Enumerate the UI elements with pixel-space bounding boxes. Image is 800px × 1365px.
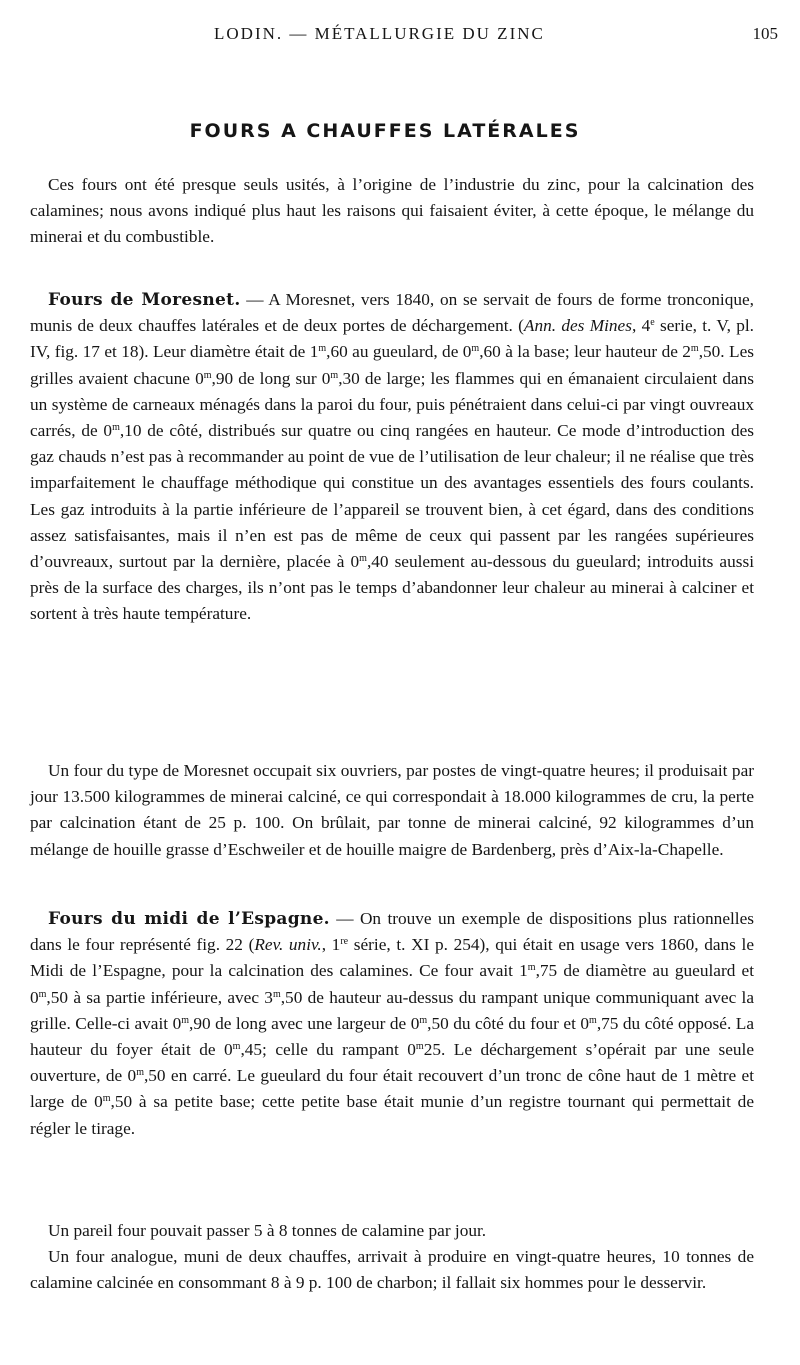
espagne-paragraph-3 [30,1244,754,1296]
unit-superscript: m [415,1041,424,1053]
unit-superscript: m [272,988,281,1000]
text-run: série, t. XI p. 254), qui était en usage vers 1860, dans le Midi de l’Espagne, pour la calcination des calamines. Ce four avait 1 [30,935,755,981]
text-run: ,90 de long sur 0 [211,368,331,388]
citation-journal: Ann. des Mines [523,316,632,336]
unit-superscript: m [690,343,699,355]
unit-superscript: m [318,343,327,355]
unit-superscript: m [471,343,480,355]
text-run: ,50. Les grilles avaient chacune 0 [30,342,754,388]
text-run: ,60 à la base; leur hauteur de 2 [479,342,691,362]
page-number: 105 [752,24,778,43]
text-run: , 4 [631,316,651,336]
text-run: ,50 de hauteur au-dessus du rampant unique communiquant avec la grille. Celle-ci avait 0 [30,987,754,1033]
moresnet-heading: Fours de Moresnet. [48,290,241,310]
unit-superscript: m [102,1093,111,1105]
moresnet-paragraph [30,287,754,628]
unit-superscript: m [330,369,339,381]
text-run: ,90 de long avec une largeur de 0 [189,1013,420,1033]
unit-superscript: m [112,422,120,434]
intro-text: Ces fours ont été presque seuls usités, à l’origine de l’industrie du zinc, pour la calcination des calamines; nous avons indiqué plus haut les raisons qui faisaient éviter, à cette époque, le mélange du minerai et du combustible. [30,175,754,247]
text-run: serie, t. V, pl. IV, fig. 17 et 18). Leur diamètre était de 1 [30,316,754,362]
superscript: e [650,317,655,329]
superscript: re [340,936,349,948]
citation-journal: Rev. univ. [254,935,322,955]
paragraph-text: Un pareil four pouvait passer 5 à 8 tonnes de calamine par jour. [48,1221,487,1240]
paragraph-text: Un four du type de Moresnet occupait six ouvriers, par postes de vingt-quatre heures; il produisait par jour 13.500 kilogrammes de minerai calciné, ce qui correspondait à 18.000 kilogrammes de cru, la perte par calcination étant de 25 p. 100. On brûlait, par tonne de minerai calciné, 92 kilogrammes d’un mélange de houille grasse d’Eschweiler et de houille maigre de Bardenberg, près d’Aix-la-Chapelle. [30,761,754,859]
unit-superscript: m [136,1067,144,1079]
text-run: ,60 au gueulard, de 0 [326,342,472,362]
unit-superscript: m [232,1041,241,1053]
unit-superscript: m [419,1014,428,1026]
text-run: ,50 en carré. Le gueulard du four était recouvert d’un tronc de cône haut de 1 mètre et large de 0 [30,1066,754,1112]
text-run: ,45; celle du rampant 0 [240,1040,416,1060]
espagne-paragraph [30,906,754,1142]
intro-paragraph [30,172,754,251]
unit-superscript: m [359,553,367,565]
text-run: — A Moresnet, vers 1840, on se servait de fours de forme tronconique, munis de deux chauffes latérales et de deux portes de déchargement. ( [30,290,754,336]
text-run: ,50 du côté du four et 0 [427,1013,590,1033]
running-header [0,24,800,50]
unit-superscript: m [203,369,212,381]
running-title: LODIN. — MÉTALLURGIE DU ZINC [214,24,545,43]
text-run: 25. Le déchargement s’opérait par une seule ouverture, de 0 [30,1040,754,1086]
section-title: FOURS A CHAUFFES LATÉRALES [189,120,581,142]
moresnet-paragraph-2 [30,758,754,863]
espagne-paragraph-2 [30,1218,754,1244]
unit-superscript: m [527,962,536,974]
text-run: ,30 de large; les flammes qui en émanaient circulaient dans un système de carneaux ménagés dans la paroi du four, puis pénétraient dans celui-ci par vingt ouvreaux carrés, de 0 [30,368,754,441]
text-run: ,40 seulement au-dessous du gueulard; introduits aussi près de la surface des charges, ils n’ont pas le temps d’abandonner leur chaleur au minerai à calciner et sortent à très haute température. [30,552,754,624]
text-run: ,50 à sa partie inférieure, avec 3 [46,987,273,1007]
text-run: ,75 du côté opposé. La hauteur du foyer était de 0 [30,1013,755,1060]
text-run: , 1 [321,935,341,955]
text-run: — On trouve un exemple de dispositions plus rationnelles dans le four représenté fig. 22 ( [30,909,754,955]
text-run: ,75 de diamètre au gueulard et 0 [30,961,754,1007]
text-run: ,50 à sa petite base; cette petite base était munie d’un registre tournant qui permettait de régler le tirage. [30,1092,754,1138]
espagne-heading: Fours du midi de l’Espagne. [48,909,330,929]
unit-superscript: m [589,1014,597,1026]
paragraph-text: Un four analogue, muni de deux chauffes, arrivait à produire en vingt-quatre heures, 10 tonnes de calamine calcinée en consommant 8 à 9 p. 100 de charbon; il fallait six hommes pour le desservir. [30,1247,754,1293]
unit-superscript: m [181,1014,190,1026]
unit-superscript: m [38,988,47,1000]
text-run: ,10 de côté, distribués sur quatre ou cinq rangées en hauteur. Ce mode d’introduction des gaz chauds n’est pas à recommander au point de vue de l’utilisation de leur chaleur; il ne réalise que très imparfaitement le chauffage méthodique qui constitue un des avantages essentiels des fours coulants. Les gaz introduits à la partie inférieure de l’appareil se trouvent bien, à cet égard, dans des conditions assez satisfaisantes, mais il n’en est pas de même de ceux qui passent par les rangées supérieures d’ouvreaux, surtout par la dernière, placée à 0 [30,421,754,572]
